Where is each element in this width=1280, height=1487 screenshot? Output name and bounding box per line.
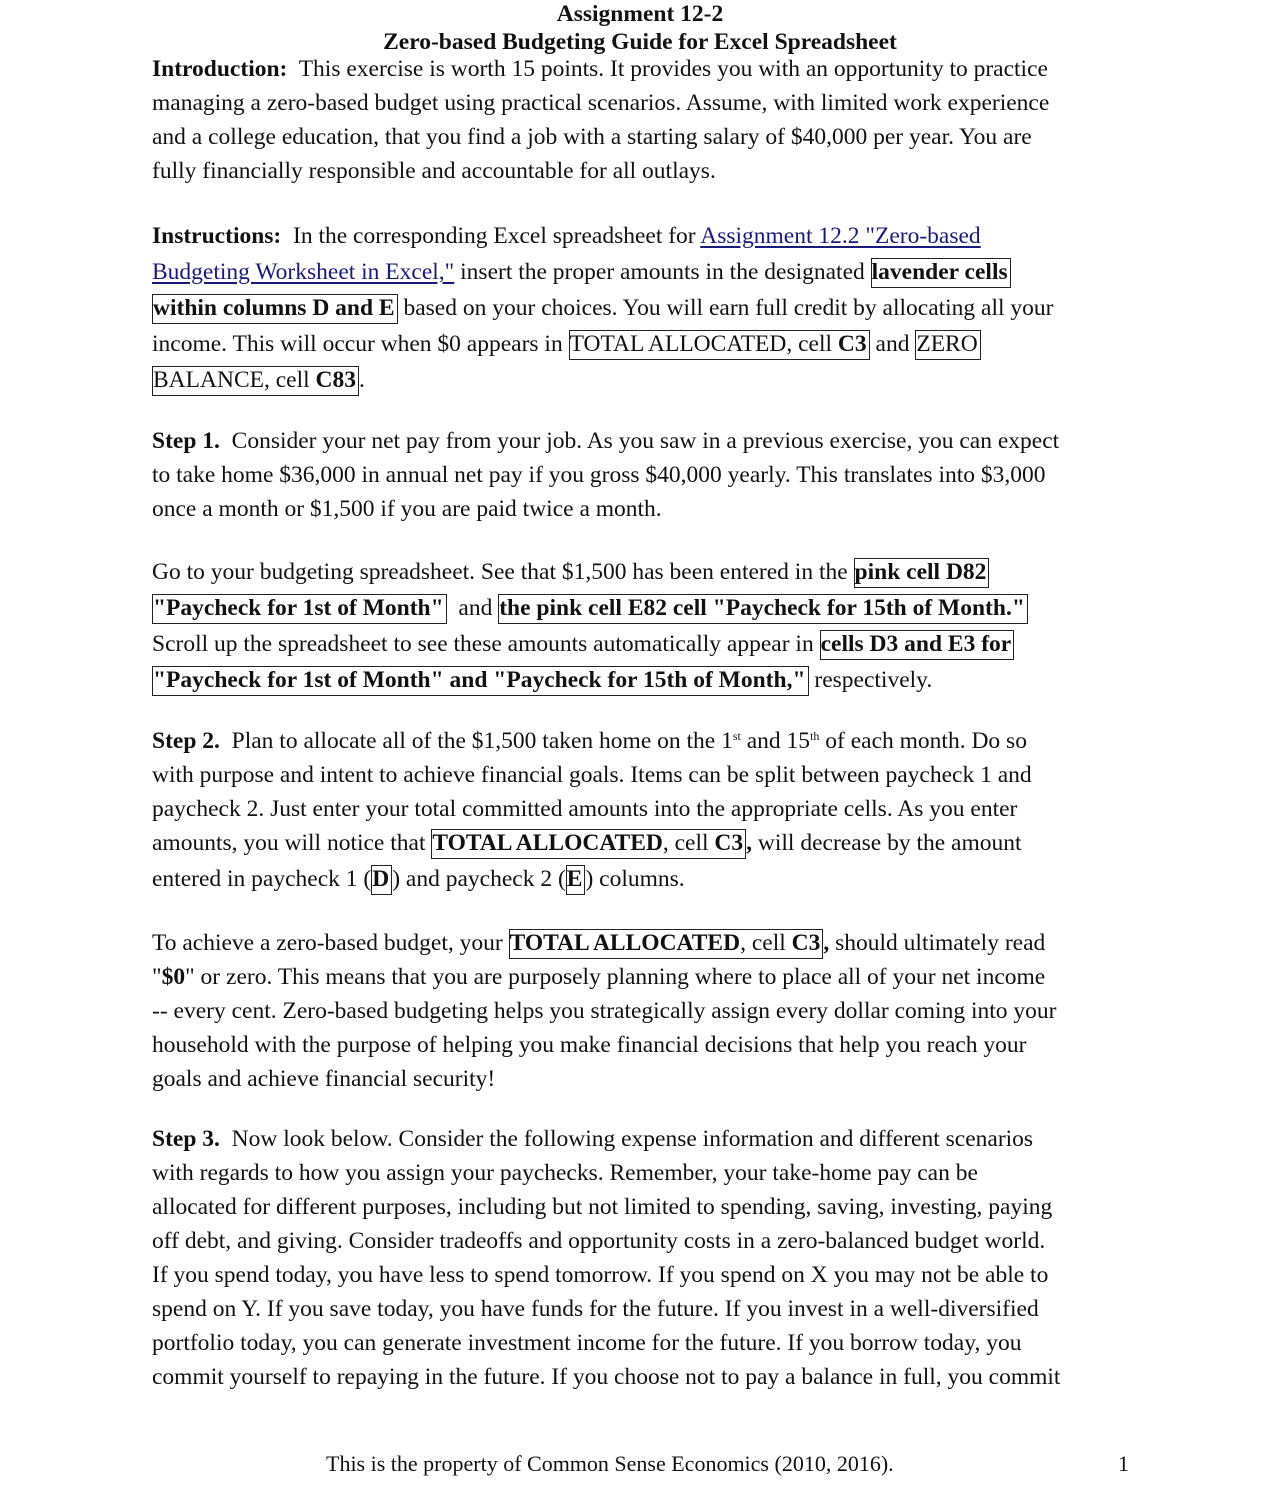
- total-allocated-box: TOTAL ALLOCATED, cell C3: [569, 330, 870, 360]
- intro-line-2: managing a zero-based budget using practical scenarios. Assume, with limited work experience: [152, 90, 1050, 116]
- step-2-line-2: with purpose and intent to achieve financial goals. Items can be split between paycheck 1 and: [152, 762, 1032, 788]
- instructions-paragraph: Instructions: In the corresponding Excel spreadsheet for Assignment 12.2 "Zero-based Budgeting Worksheet in Excel," insert the proper amounts in the designated lavender cells within columns D and E based on your choices. You will earn full credit by allocating all your income. This will occur when $0 appears in TOTAL ALLOCATED, cell C3 and ZERO BALANCE, cell C83 .: [152, 218, 1142, 398]
- step-3-paragraph: Step 3. Now look below. Consider the following expense information and different scenarios with regards to how you assign your paychecks. Remember, your take-home pay can be allocated for different purposes, including but not limited to spending, saving, investing, paying off debt, and giving. Consider tradeoffs and opportunity costs in a zero-balanced budget world. If you spend today, you have less to spend tomorrow. If you spend on X you may not be able to spend on Y. If you save today, you have funds for the future. If you invest in a well-diversified portfolio today, you can generate investment income for the future. If you borrow today, you commit yourself to repaying in the future. If you choose not to pay a balance in full, you commit: [152, 1122, 1142, 1394]
- achieve-paragraph: To achieve a zero-based budget, your TOTAL ALLOCATED, cell C3 , should ultimately read "$0" or zero. This means that you are purposely planning where to place all of your net income -- every cent. Zero-based budgeting helps you strategically assign every dollar coming into your household with the purpose of helping you make financial decisions that help you reach your goals and achieve financial security!: [152, 926, 1142, 1096]
- total-allocated-box-step2: TOTAL ALLOCATED, cell C3: [431, 829, 746, 859]
- copyright-notice: This is the property of Common Sense Economics (2010, 2016).: [326, 1451, 894, 1476]
- step-3-label: Step 3.: [152, 1126, 220, 1152]
- spreadsheet-paragraph: Go to your budgeting spreadsheet. See that $1,500 has been entered in the pink cell D82 "Paycheck for 1st of Month" and the pink cell E82 cell "Paycheck for 15th of Month." Scroll up the spreadsheet to see these amounts automatically appear in cells D3 and E3 for "Paycheck for 1st of Month" and "Paycheck for 15th of Month," respectively.: [152, 554, 1142, 698]
- worksheet-link-continued[interactable]: Budgeting Worksheet in Excel,": [152, 259, 455, 285]
- assignment-title: Assignment 12-2: [556, 1, 724, 27]
- lavender-cells-box: lavender cells: [871, 258, 1011, 288]
- step-1-line-2: to take home $36,000 in annual net pay if you gross $40,000 yearly. This translates into $3,000: [152, 462, 1046, 488]
- zero-balance-box-end: BALANCE, cell C83: [152, 366, 359, 396]
- spreadsheet-line-3: Scroll up the spreadsheet to see these amounts automatically appear in: [152, 631, 814, 657]
- column-d-box: D: [371, 865, 392, 895]
- document-subtitle: Zero-based Budgeting Guide for Excel Spreadsheet: [383, 29, 897, 55]
- instructions-line-2: insert the proper amounts in the designated: [460, 259, 865, 285]
- step-1-paragraph: [152, 424, 1142, 526]
- instructions-line-1: In the corresponding Excel spreadsheet for: [293, 223, 696, 249]
- total-allocated-box-achieve: TOTAL ALLOCATED, cell C3: [509, 929, 824, 959]
- step-3-line-6: spend on Y. If you save today, you have funds for the future. If you invest in a well-diversified: [152, 1296, 1039, 1322]
- step-3-line-8: commit yourself to repaying in the future. If you choose not to pay a balance in full, you commit: [152, 1364, 1061, 1390]
- step-1-label: Step 1.: [152, 428, 220, 454]
- step-3-line-4: off debt, and giving. Consider tradeoffs and opportunity costs in a zero-balanced budget world.: [152, 1228, 1046, 1254]
- instructions-line-3: based on your choices. You will earn full credit by allocating all your: [403, 295, 1054, 321]
- pink-cell-d82-box: pink cell D82: [854, 558, 990, 588]
- step-2-label: Step 2.: [152, 728, 220, 754]
- zero-dollar-value: $0: [161, 964, 186, 990]
- instructions-line-4: income. This will occur when $0 appears in: [152, 331, 563, 357]
- step-3-line-3: allocated for different purposes, including but not limited to spending, saving, investing, paying: [152, 1194, 1053, 1220]
- step-1-line-1: Consider your net pay from your job. As you saw in a previous exercise, you can expect: [231, 428, 1060, 454]
- step-3-line-2: with regards to how you assign your paychecks. Remember, your take-home pay can be: [152, 1160, 978, 1186]
- step-2-paragraph: Step 2. Plan to allocate all of the $1,500 taken home on the 1st and 15th of each month. Do so with purpose and intent to achieve financial goals. Items can be split between paycheck 1 and paycheck 2. Just enter your total committed amounts into the appropriate cells. As you enter amounts, you will notice that TOTAL ALLOCATED, cell C3 , will decrease by the amount entered in paycheck 1 (D ) and paycheck 2 (E ) columns.: [152, 724, 1142, 896]
- achieve-line-5: goals and achieve financial security!: [152, 1066, 496, 1092]
- intro-line-4: fully financially responsible and accountable for all outlays.: [152, 158, 716, 184]
- columns-d-e-box: within columns D and E: [152, 294, 398, 324]
- achieve-line-4: household with the purpose of helping you make financial decisions that help you reach your: [152, 1032, 1027, 1058]
- intro-line-3: and a college education, that you find a job with a starting salary of $40,000 per year. You are: [152, 124, 1032, 150]
- cells-d3-e3-box: cells D3 and E3 for: [820, 630, 1015, 660]
- step-2-line-3: paycheck 2. Just enter your total committed amounts into the appropriate cells. As you enter: [152, 796, 1018, 822]
- paycheck-1st-box: "Paycheck for 1st of Month": [152, 594, 447, 624]
- page-number: 1: [1118, 1451, 1129, 1476]
- achieve-line-3: -- every cent. Zero-based budgeting helps you strategically assign every dollar coming into your: [152, 998, 1057, 1024]
- step-3-line-5: If you spend today, you have less to spend tomorrow. If you spend on X you may not be able to: [152, 1262, 1049, 1288]
- column-e-box: E: [566, 865, 586, 895]
- spreadsheet-line-1: Go to your budgeting spreadsheet. See that $1,500 has been entered in the: [152, 559, 848, 585]
- worksheet-link[interactable]: Assignment 12.2 "Zero-based: [700, 223, 981, 249]
- introduction-paragraph: [152, 52, 1142, 188]
- step-3-line-7: portfolio today, you can generate investment income for the future. If you borrow today, you: [152, 1330, 1022, 1356]
- introduction-label: Introduction:: [152, 56, 288, 82]
- paychecks-both-box: "Paycheck for 1st of Month" and "Paycheck for 15th of Month,": [152, 666, 809, 696]
- intro-line-1: This exercise is worth 15 points. It provides you with an opportunity to practice: [298, 56, 1048, 82]
- pink-cell-e82-box: the pink cell E82 cell "Paycheck for 15th of Month.": [498, 594, 1028, 624]
- step-1-line-3: once a month or $1,500 if you are paid twice a month.: [152, 496, 662, 522]
- instructions-label: Instructions:: [152, 223, 282, 249]
- zero-balance-box-start: ZERO: [915, 330, 980, 360]
